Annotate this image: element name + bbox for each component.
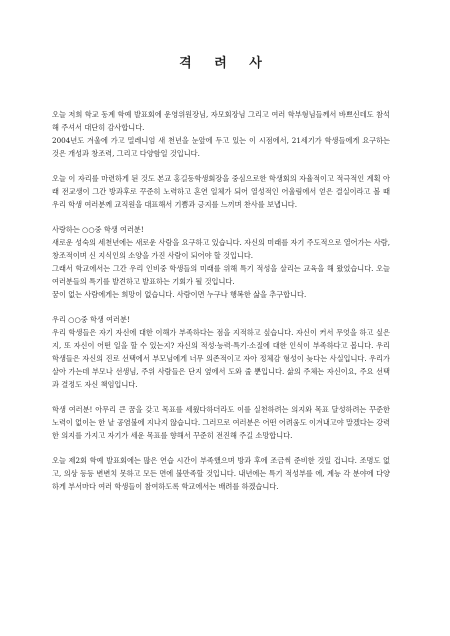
document-title: 격 려 사 [179,56,271,71]
paragraph-2: 오늘 이 자리를 마련하게 된 것도 본교 홍길동학생회장을 중심으로한 학생회의 자율적이고 적극적인 계획 아래 전교생이 그간 방과후로 꾸준히 노력하고 혼연 일체가 되어 열성적인 어울림에서 얻은 결실이라고 볼 때 우리 학생 여러분께 교직원을 대표해서 기쁨과 긍지를 느끼며 찬사를 보냅니다. [52,174,390,209]
paragraph-5: 학생 여러분! 아무리 큰 꿈을 갖고 목표를 세웠다하더라도 이를 실천하려는 의지와 목표 달성하려는 꾸준한 노력이 없이는 한 낱 공염불에 지나지 않습니다. 그러므로 여러분은 어떤 어려움도 이겨내고야 말겠다는 강력한 의지를 가지고 자기가 세운 목표를 향해서 꾸준히 전진해 주길 소망합니다. [52,405,390,440]
paragraph-6: 오늘 제2회 학예 발표회에는 많은 연습 시간이 부족했으며 방과 후에 조금씩 준비한 것일 겁니다. 조명도 없고, 의상 등등 변변치 못하고 모든 면에 불만족할 것입니다. 내년에는 특기 적성부를 에, 계능 각 분야에 다양하게 부서마다 여러 학생들이 참여하도록 학교에서는 배려를 하겠습니다. [52,456,390,491]
paragraph-3: 사랑하는 ○○중 학생 여러분! 새로운 성숙의 세천년에는 새로운 사람을 요구하고 있습니다. 자신의 미래를 자기 주도적으로 열어가는 사람, 창조적이며 신 지식인의 소양을 가진 사람이 되어야 할 것입니다. 그래서 학교에서는 그간 우리 인비중 학생들의 미래를 위해 특기 적성을 살리는 교육을 해 왔었습니다. 오늘 여러분들의 특기를 발견하고 발표하는 기회가 될 것입니다. 꿈이 없는 사람에게는 희망이 없습니다. 사람이면 누구나 행복한 삶을 추구합니다. [52,225,390,299]
paragraph-1: 오늘 저희 학교 동계 학예 발표회에 운영위원장님, 자모회장님 그리고 여러 학부형님들께서 바쁘신데도 참석해 주셔서 대단히 감사합니다. 2004년도 겨울에 가고 밀레니엄 새 천년을 눈앞에 두고 있는 이 시점에서, 21세기가 학생들에게 요구하는 것은 개성과 창조력, 그리고 다양함일 것입니다. [52,110,390,158]
document-body [52,108,390,505]
paragraph-4: 우리 ○○중 학생 여러분! 우리 학생들은 자기 자신에 대한 이해가 부족하다는 점을 지적하고 싶습니다. 자신이 커서 무엇을 하고 싶은지, 또 자신이 어떤 일을 할 수 있는지? 자신의 적성·능력·특기·소질에 대한 인식이 부족하다고 봅니다. 우리 학생들은 자신의 진로 선택에서 부모님에게 너무 의존적이고 자아 정체감 형성이 늦다는 사실입니다. 우리가 살아 가는데 부모나 선생님, 주위 사람들은 단지 옆에서 도와 줄 뿐입니다. 삶의 주체는 자신이요, 주요 선택과 결정도 자신 책임입니다. [52,315,390,389]
